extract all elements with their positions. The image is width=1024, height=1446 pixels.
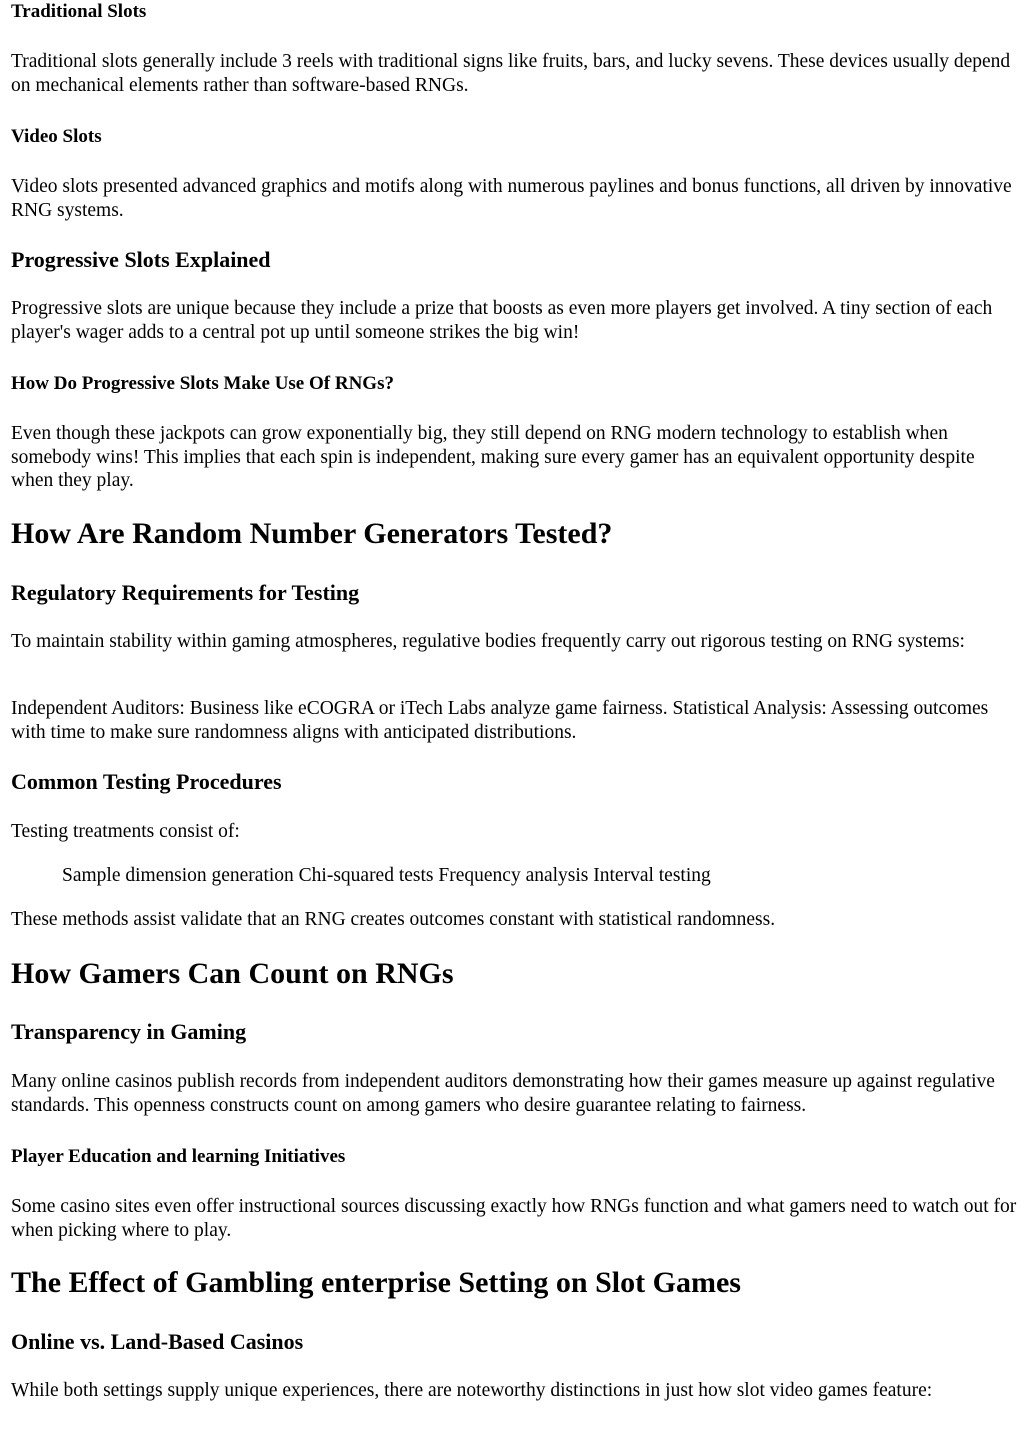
paragraph-auditors: Independent Auditors: Business like eCOGRA or iTech Labs analyze game fairness. Statistical Analysis: Assessing outcomes with time to make sure randomness aligns with anticipated distributions. xyxy=(11,698,989,743)
paragraph-online-vs-land: While both settings supply unique experiences, there are noteworthy distinctions in just how slot video games feature: xyxy=(11,1380,933,1401)
paragraph-procedures-intro: Testing treatments consist of: xyxy=(11,821,240,842)
paragraph-progressive-rng: Even though these jackpots can grow exponentially big, they still depend on RNG modern technology to establish when somebody wins! This implies that each spin is independent, making sure every gamer has an equivalent opportunity despite when they play. xyxy=(11,423,975,491)
paragraph-traditional-slots: Traditional slots generally include 3 reels with traditional signs like fruits, bars, and lucky sevens. These devices usually depend on mechanical elements rather than software-based RNGs. xyxy=(11,51,1011,96)
paragraph-regulatory: To maintain stability within gaming atmospheres, regulative bodies frequently carry out rigorous testing on RNG systems: xyxy=(11,631,965,652)
heading-progressive-slots: Progressive Slots Explained xyxy=(11,247,271,272)
heading-player-education: Player Education and learning Initiatives xyxy=(11,1146,346,1167)
heading-casino-setting: The Effect of Gambling enterprise Setting on Slot Games xyxy=(11,1266,741,1299)
heading-transparency: Transparency in Gaming xyxy=(11,1019,247,1044)
heading-rng-tested: How Are Random Number Generators Tested? xyxy=(11,517,613,550)
heading-video-slots: Video Slots xyxy=(11,126,102,147)
heading-traditional-slots: Traditional Slots xyxy=(11,1,147,22)
heading-regulatory-requirements: Regulatory Requirements for Testing xyxy=(11,580,360,605)
paragraph-video-slots: Video slots presented advanced graphics and motifs along with numerous paylines and bonus functions, all driven by innovative RNG systems. xyxy=(11,176,1012,221)
paragraph-progressive-slots: Progressive slots are unique because they include a prize that boosts as even more players get involved. A tiny section of each player's wager adds to a central pot up until someone strikes the big win! xyxy=(11,298,993,343)
heading-online-vs-land: Online vs. Land-Based Casinos xyxy=(11,1329,304,1354)
heading-testing-procedures: Common Testing Procedures xyxy=(11,769,282,794)
heading-progressive-rng: How Do Progressive Slots Make Use Of RNGs? xyxy=(11,373,394,394)
heading-trust-rngs: How Gamers Can Count on RNGs xyxy=(11,957,454,990)
paragraph-transparency: Many online casinos publish records from independent auditors demonstrating how their games measure up against regulative standards. This openness constructs count on among gamers who desire guarantee relating to fairness. xyxy=(11,1071,995,1116)
procedures-list: Sample dimension generation Chi-squared tests Frequency analysis Interval testing xyxy=(62,865,711,886)
paragraph-procedures-outro: These methods assist validate that an RNG creates outcomes constant with statistical randomness. xyxy=(11,909,776,930)
paragraph-player-education: Some casino sites even offer instructional sources discussing exactly how RNGs function and what gamers need to watch out for when picking where to play. xyxy=(11,1196,1017,1241)
